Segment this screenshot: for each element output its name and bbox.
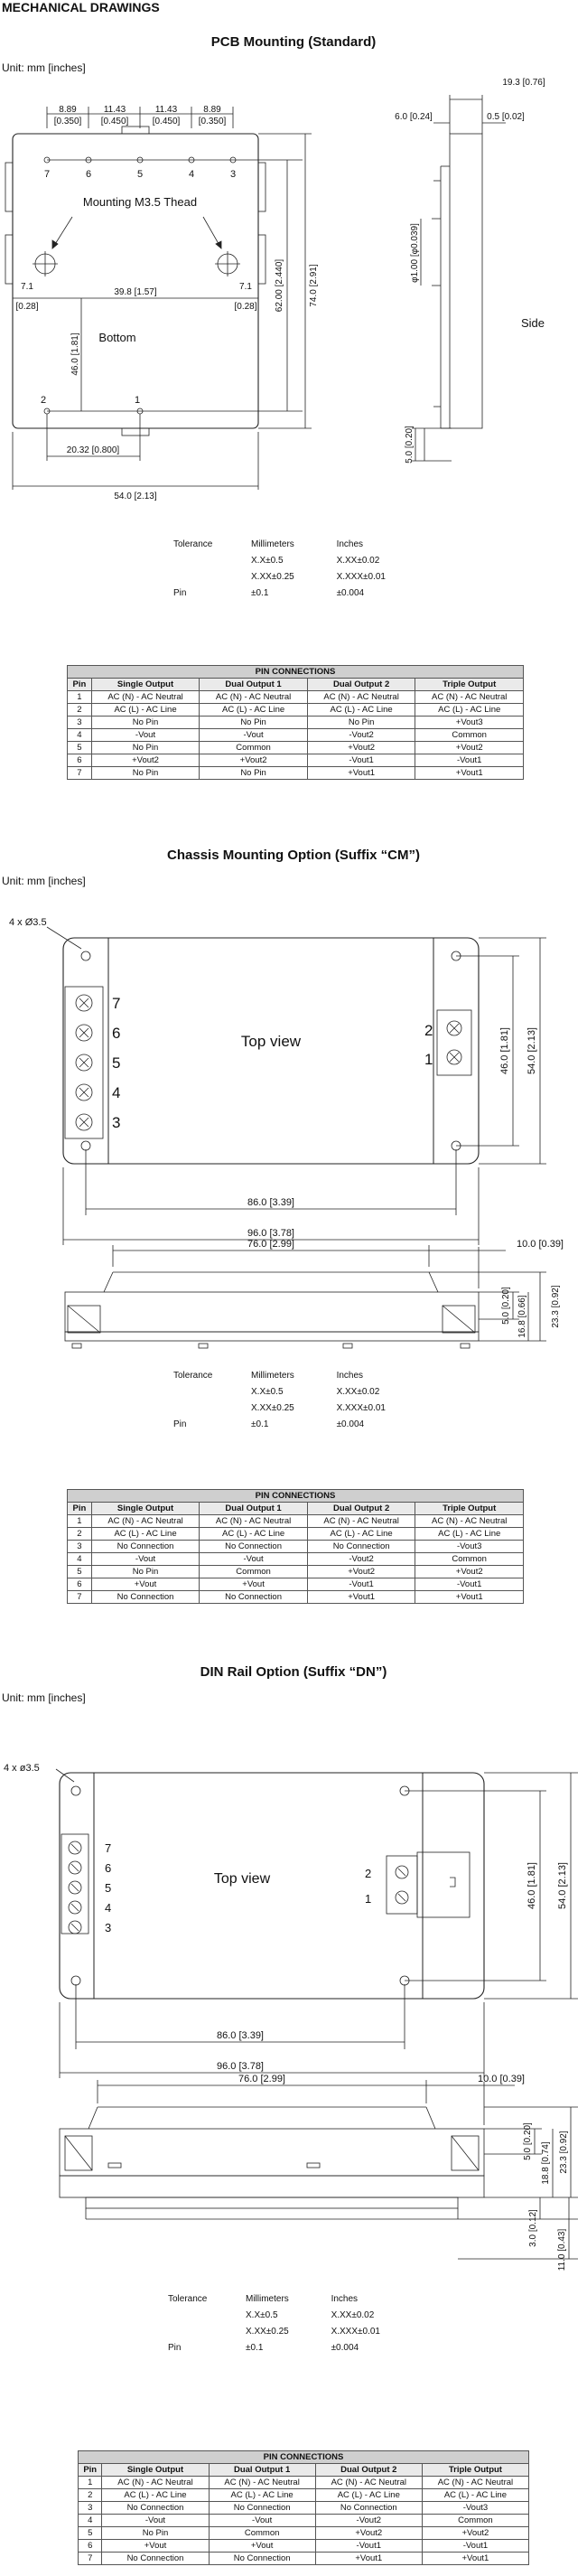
table-cell: AC (N) - AC Neutral <box>315 2477 422 2489</box>
table-cell: No Connection <box>200 1591 308 1604</box>
din-dim-100: 10.0 [0.39] <box>478 2074 525 2084</box>
table-cell: No Connection <box>307 1541 415 1553</box>
table-cell: No Pin <box>91 742 200 754</box>
section-title-pcb: PCB Mounting (Standard) <box>210 34 377 50</box>
table-cell: Common <box>415 729 524 742</box>
table-cell: 5 <box>68 1566 92 1578</box>
din-rail-drawing <box>0 1717 587 2367</box>
table-cell: Common <box>200 1566 308 1578</box>
table-row <box>68 1541 524 1553</box>
chassis-plate-outline <box>63 938 479 1164</box>
dim-1143a: 11.43 <box>103 105 126 115</box>
table-cell: 2 <box>68 1528 92 1541</box>
table-cell: -Vout1 <box>315 2540 422 2553</box>
table-cell: No Connection <box>91 1541 200 1553</box>
din-pin-1: 1 <box>365 1892 372 1906</box>
table-cell: 7 <box>79 2553 102 2565</box>
table-row <box>68 691 524 704</box>
table-cell: AC (N) - AC Neutral <box>422 2477 528 2489</box>
dim-889a: 8.89 <box>59 105 77 115</box>
table-cell: +Vout3 <box>415 717 524 729</box>
table-cell: -Vout1 <box>422 2540 528 2553</box>
table-cell: AC (N) - AC Neutral <box>209 2477 315 2489</box>
pcb-bottom-label: Bottom <box>98 331 136 344</box>
pin-table-din: PIN CONNECTIONS Pin Single Output Dual Output 1 Dual Output 2 Triple Output 1 AC (N) - AC Neutral AC (N) - AC Neutral AC (N) - AC Neutral AC (N) - AC Neutral 2 AC (L) - AC Line AC (L) - AC Line AC (L) - AC Line AC (L) - AC Line 3 No Connection No Connection No Connection -Vout3 4 -Vout -Vout -Vout2 Common 5 No Pin Common +Vout2 +Vout2 6 +Vout +Vout -Vout1 -Vout1 7 No Connection No Connection +Vout1 +Vout1 <box>78 2450 529 2565</box>
chassis-dim-860: 86.0 [3.39] <box>247 1197 294 1208</box>
table-cell: -Vout1 <box>307 754 415 767</box>
table-cell: AC (L) - AC Line <box>209 2489 315 2502</box>
din-pin-3: 3 <box>105 1921 112 1934</box>
dim-193: 19.3 [0.76] <box>502 78 545 88</box>
pcb-pin-1: 1 <box>134 395 141 406</box>
table-cell: +Vout2 <box>200 754 308 767</box>
chassis-dim-233: 23.3 [0.92] <box>551 1285 561 1328</box>
din-terminal-left <box>61 1834 89 1934</box>
table-cell: 4 <box>68 729 92 742</box>
table-row <box>79 2527 529 2540</box>
pcb-pin-5: 5 <box>136 169 144 180</box>
din-dim-460: 46.0 [1.81] <box>526 1862 537 1909</box>
dim-10: φ1.00 [φ0.039] <box>410 223 420 283</box>
dim-540: 54.0 [2.13] <box>114 492 157 501</box>
tolerance-table-din: Tolerance Millimeters Inches X.X±0.5 X.XX±0.02 X.XX±0.25 X.XXX±0.01 Pin ±0.1 ±0.004 <box>168 2293 380 2353</box>
table-cell: 2 <box>68 704 92 717</box>
table-cell: 4 <box>79 2515 102 2527</box>
chassis-dim-100: 10.0 [0.39] <box>517 1239 564 1250</box>
din-dim-960: 96.0 [3.78] <box>217 2061 264 2072</box>
table-cell: +Vout1 <box>422 2553 528 2565</box>
table-cell: No Pin <box>200 717 308 729</box>
table-cell: 6 <box>79 2540 102 2553</box>
table-cell: +Vout1 <box>315 2553 422 2565</box>
din-pin-5: 5 <box>105 1881 112 1895</box>
din-top-view-label: Top view <box>213 1871 271 1887</box>
din-side-view <box>60 2080 578 2259</box>
table-cell: -Vout <box>200 729 308 742</box>
chassis-pin-1: 1 <box>424 1051 433 1068</box>
table-cell: -Vout2 <box>315 2515 422 2527</box>
table-cell: -Vout1 <box>415 1578 524 1591</box>
pin-table-chassis: PIN CONNECTIONS Pin Single Output Dual Output 1 Dual Output 2 Triple Output 1 AC (N) - AC Neutral AC (N) - AC Neutral AC (N) - AC Neutral AC (N) - AC Neutral 2 AC (L) - AC Line AC (L) - AC Line AC (L) - AC Line AC (L) - AC Line 3 No Connection No Connection No Connection -Vout3 4 -Vout -Vout -Vout2 Common 5 No Pin Common +Vout2 +Vout2 6 +Vout +Vout -Vout1 -Vout1 7 No Connection No Connection +Vout1 +Vout1 <box>67 1489 524 1604</box>
table-cell: 6 <box>68 1578 92 1591</box>
table-row <box>68 1528 524 1541</box>
table-cell: +Vout1 <box>307 767 415 780</box>
table-cell: AC (N) - AC Neutral <box>307 691 415 704</box>
pcb-mounting-holes <box>33 217 240 276</box>
table-cell: AC (N) - AC Neutral <box>415 1515 524 1528</box>
table-cell: No Connection <box>102 2502 209 2515</box>
table-cell: +Vout1 <box>415 767 524 780</box>
table-row <box>68 767 524 780</box>
table-cell: +Vout <box>200 1578 308 1591</box>
dim-71a: 7.1 <box>21 282 33 292</box>
dim-50: 5.0 [0.20] <box>405 426 415 464</box>
pcb-pin-2: 2 <box>40 395 47 406</box>
din-pin-2: 2 <box>365 1867 372 1880</box>
table-cell: -Vout1 <box>415 754 524 767</box>
tolerance-table-chassis: Tolerance Millimeters Inches X.X±0.5 X.XX±0.02 X.XX±0.25 X.XXX±0.01 Pin ±0.1 ±0.004 <box>173 1370 386 1429</box>
table-cell: AC (L) - AC Line <box>91 1528 200 1541</box>
table-cell: No Connection <box>209 2553 315 2565</box>
dim-889b: 8.89 <box>203 105 221 115</box>
pcb-top-dims <box>47 105 233 128</box>
din-dim-540: 54.0 [2.13] <box>557 1862 568 1909</box>
table-row <box>68 717 524 729</box>
table-cell: 2 <box>79 2489 102 2502</box>
dim-71a-in: [0.28] <box>15 302 39 312</box>
table-cell: Common <box>209 2527 315 2540</box>
chassis-dim-960: 96.0 [3.78] <box>247 1228 294 1239</box>
table-cell: -Vout <box>200 1553 308 1566</box>
dim-460: 46.0 [1.81] <box>70 333 80 376</box>
table-cell: AC (N) - AC Neutral <box>200 1515 308 1528</box>
table-cell: 7 <box>68 1591 92 1604</box>
din-dim-860: 86.0 [3.39] <box>217 2030 264 2041</box>
table-cell: AC (L) - AC Line <box>422 2489 528 2502</box>
chassis-dim-168: 16.8 [0.66] <box>517 1295 527 1338</box>
table-cell: AC (L) - AC Line <box>307 704 415 717</box>
pcb-pin-4: 4 <box>188 169 195 180</box>
table-row <box>68 1566 524 1578</box>
chassis-dim-50: 5.0 [0.20] <box>501 1287 511 1325</box>
table-cell: No Pin <box>200 767 308 780</box>
dim-60: 6.0 [0.24] <box>395 112 433 122</box>
table-cell: -Vout <box>209 2515 315 2527</box>
din-terminal-right <box>387 1852 470 1917</box>
pcb-mounting-drawing <box>0 72 587 506</box>
chassis-side-view <box>65 1245 546 1348</box>
table-cell: 5 <box>79 2527 102 2540</box>
table-cell: +Vout1 <box>415 1591 524 1604</box>
table-row <box>79 2502 529 2515</box>
din-dim-760: 76.0 [2.99] <box>238 2074 285 2084</box>
chassis-dim-460: 46.0 [1.81] <box>499 1027 510 1074</box>
chassis-terminal-right <box>437 1010 471 1075</box>
pin-table-caption: PIN CONNECTIONS <box>68 1490 524 1503</box>
table-row <box>68 729 524 742</box>
table-cell: No Connection <box>91 1591 200 1604</box>
chassis-terminal-left <box>65 987 103 1138</box>
chassis-pin-7: 7 <box>112 995 121 1012</box>
table-cell: +Vout2 <box>315 2527 422 2540</box>
table-cell: -Vout3 <box>415 1541 524 1553</box>
table-cell: AC (L) - AC Line <box>91 704 200 717</box>
unit-label-chassis: Unit: mm [inches] <box>2 875 86 887</box>
din-plate-outline <box>60 1773 484 1999</box>
table-cell: 1 <box>79 2477 102 2489</box>
table-cell: -Vout <box>91 1553 200 1566</box>
dim-1143a-in: [0.450] <box>100 117 129 126</box>
dim-398: 39.8 [1.57] <box>114 287 157 297</box>
table-cell: +Vout2 <box>415 742 524 754</box>
table-cell: No Pin <box>91 717 200 729</box>
table-cell: 3 <box>68 717 92 729</box>
table-row <box>68 1553 524 1566</box>
dim-1143b: 11.43 <box>154 105 178 115</box>
table-cell: No Connection <box>209 2502 315 2515</box>
dim-2032: 20.32 [0.800] <box>66 445 120 455</box>
table-cell: 3 <box>79 2502 102 2515</box>
table-cell: -Vout2 <box>307 729 415 742</box>
section-title-chassis: Chassis Mounting Option (Suffix “CM”) <box>167 848 420 863</box>
table-cell: +Vout2 <box>91 754 200 767</box>
dim-620: 62.00 [2.440] <box>275 258 284 313</box>
table-cell: AC (L) - AC Line <box>307 1528 415 1541</box>
table-row <box>68 1591 524 1604</box>
table-row <box>79 2477 529 2489</box>
pcb-pin-7: 7 <box>43 169 51 180</box>
table-cell: AC (L) - AC Line <box>415 704 524 717</box>
table-cell: +Vout <box>91 1578 200 1591</box>
table-cell: Common <box>415 1553 524 1566</box>
table-cell: -Vout <box>91 729 200 742</box>
table-cell: AC (L) - AC Line <box>415 1528 524 1541</box>
table-cell: 3 <box>68 1541 92 1553</box>
chassis-pin-6: 6 <box>112 1025 121 1042</box>
table-cell: Common <box>422 2515 528 2527</box>
table-row <box>68 704 524 717</box>
din-pin-6: 6 <box>105 1861 112 1875</box>
din-dim-188: 18.8 [0.74] <box>541 2141 551 2185</box>
table-row <box>68 1578 524 1591</box>
table-row <box>68 754 524 767</box>
table-cell: AC (N) - AC Neutral <box>91 1515 200 1528</box>
pcb-pin-3: 3 <box>229 169 237 180</box>
din-dim-233: 23.3 [0.92] <box>559 2131 569 2174</box>
table-cell: AC (L) - AC Line <box>200 1528 308 1541</box>
table-row <box>79 2553 529 2565</box>
table-cell: AC (N) - AC Neutral <box>415 691 524 704</box>
table-cell: +Vout2 <box>422 2527 528 2540</box>
table-row <box>79 2540 529 2553</box>
table-cell: 6 <box>68 754 92 767</box>
table-cell: 7 <box>68 767 92 780</box>
pcb-side-view <box>412 95 506 461</box>
dim-1143b-in: [0.450] <box>152 117 181 126</box>
pcb-pin-6: 6 <box>85 169 92 180</box>
table-cell: +Vout <box>209 2540 315 2553</box>
table-cell: No Pin <box>91 1566 200 1578</box>
table-cell: +Vout1 <box>307 1591 415 1604</box>
table-cell: +Vout2 <box>307 1566 415 1578</box>
table-cell: AC (N) - AC Neutral <box>102 2477 209 2489</box>
chassis-pin-2: 2 <box>424 1022 433 1039</box>
table-row <box>79 2515 529 2527</box>
tolerance-table-pcb: Tolerance Millimeters Inches X.X±0.5 X.XX±0.02 X.XX±0.25 X.XXX±0.01 Pin ±0.1 ±0.004 <box>173 539 386 598</box>
table-cell: AC (N) - AC Neutral <box>91 691 200 704</box>
table-cell: Common <box>200 742 308 754</box>
table-cell: +Vout2 <box>307 742 415 754</box>
table-cell: No Pin <box>91 767 200 780</box>
dim-05: 0.5 [0.02] <box>487 112 525 122</box>
unit-label-pcb: Unit: mm [inches] <box>2 61 86 74</box>
table-cell: No Pin <box>307 717 415 729</box>
table-row <box>79 2489 529 2502</box>
chassis-dim-540: 54.0 [2.13] <box>526 1027 537 1074</box>
table-row <box>68 742 524 754</box>
din-pin-7: 7 <box>105 1841 112 1855</box>
dim-71b-in: [0.28] <box>234 302 257 312</box>
table-cell: 5 <box>68 742 92 754</box>
table-cell: AC (L) - AC Line <box>315 2489 422 2502</box>
table-cell: AC (N) - AC Neutral <box>307 1515 415 1528</box>
page-title: MECHANICAL DRAWINGS <box>2 0 160 14</box>
chassis-mounting-drawing <box>0 904 587 1410</box>
din-dim-110: 11.0 [0.43] <box>557 2228 567 2272</box>
table-row <box>68 1515 524 1528</box>
din-dim-50: 5.0 [0.20] <box>523 2122 533 2160</box>
chassis-pin-3: 3 <box>112 1114 121 1131</box>
din-pin-4: 4 <box>105 1901 112 1915</box>
table-cell: No Pin <box>102 2527 209 2540</box>
pin-table-caption: PIN CONNECTIONS <box>68 666 524 679</box>
table-cell: -Vout <box>102 2515 209 2527</box>
pin-table-pcb: PIN CONNECTIONS Pin Single Output Dual Output 1 Dual Output 2 Triple Output 1 AC (N) - AC Neutral AC (N) - AC Neutral AC (N) - AC Neutral AC (N) - AC Neutral 2 AC (L) - AC Line AC (L) - AC Line AC (L) - AC Line AC (L) - AC Line 3 No Pin No Pin No Pin +Vout3 4 -Vout -Vout -Vout2 Common 5 No Pin Common +Vout2 +Vout2 6 +Vout2 +Vout2 -Vout1 -Vout1 7 No Pin No Pin +Vout1 +Vout1 <box>67 665 524 780</box>
dim-740: 74.0 [2.91] <box>309 264 319 307</box>
dim-889b-in: [0.350] <box>198 117 227 126</box>
table-cell: -Vout2 <box>307 1553 415 1566</box>
table-cell: +Vout2 <box>415 1566 524 1578</box>
table-cell: AC (N) - AC Neutral <box>200 691 308 704</box>
table-cell: -Vout1 <box>307 1578 415 1591</box>
table-cell: No Connection <box>102 2553 209 2565</box>
chassis-holes-label: 4 x Ø3.5 <box>9 917 47 928</box>
table-cell: 4 <box>68 1553 92 1566</box>
table-cell: 1 <box>68 1515 92 1528</box>
table-cell: -Vout3 <box>422 2502 528 2515</box>
din-dim-30: 3.0 [0.12] <box>528 2209 538 2247</box>
chassis-pin-5: 5 <box>112 1054 121 1072</box>
dim-889a-in: [0.350] <box>53 117 82 126</box>
pcb-side-label: Side <box>520 316 545 330</box>
section-title-din: DIN Rail Option (Suffix “DN”) <box>200 1664 387 1680</box>
table-cell: +Vout <box>102 2540 209 2553</box>
unit-label-din: Unit: mm [inches] <box>2 1691 86 1704</box>
pcb-mounting-label: Mounting M3.5 Thead <box>82 195 198 209</box>
table-cell: AC (L) - AC Line <box>102 2489 209 2502</box>
din-holes-label: 4 x ø3.5 <box>4 1763 40 1774</box>
table-cell: No Connection <box>315 2502 422 2515</box>
table-cell: AC (L) - AC Line <box>200 704 308 717</box>
chassis-top-view-label: Top view <box>240 1033 302 1050</box>
table-cell: No Connection <box>200 1541 308 1553</box>
table-cell: 1 <box>68 691 92 704</box>
chassis-pin-4: 4 <box>112 1084 121 1101</box>
chassis-dim-760: 76.0 [2.99] <box>247 1239 294 1250</box>
dim-71b: 7.1 <box>239 282 252 292</box>
pin-table-caption: PIN CONNECTIONS <box>79 2451 529 2464</box>
